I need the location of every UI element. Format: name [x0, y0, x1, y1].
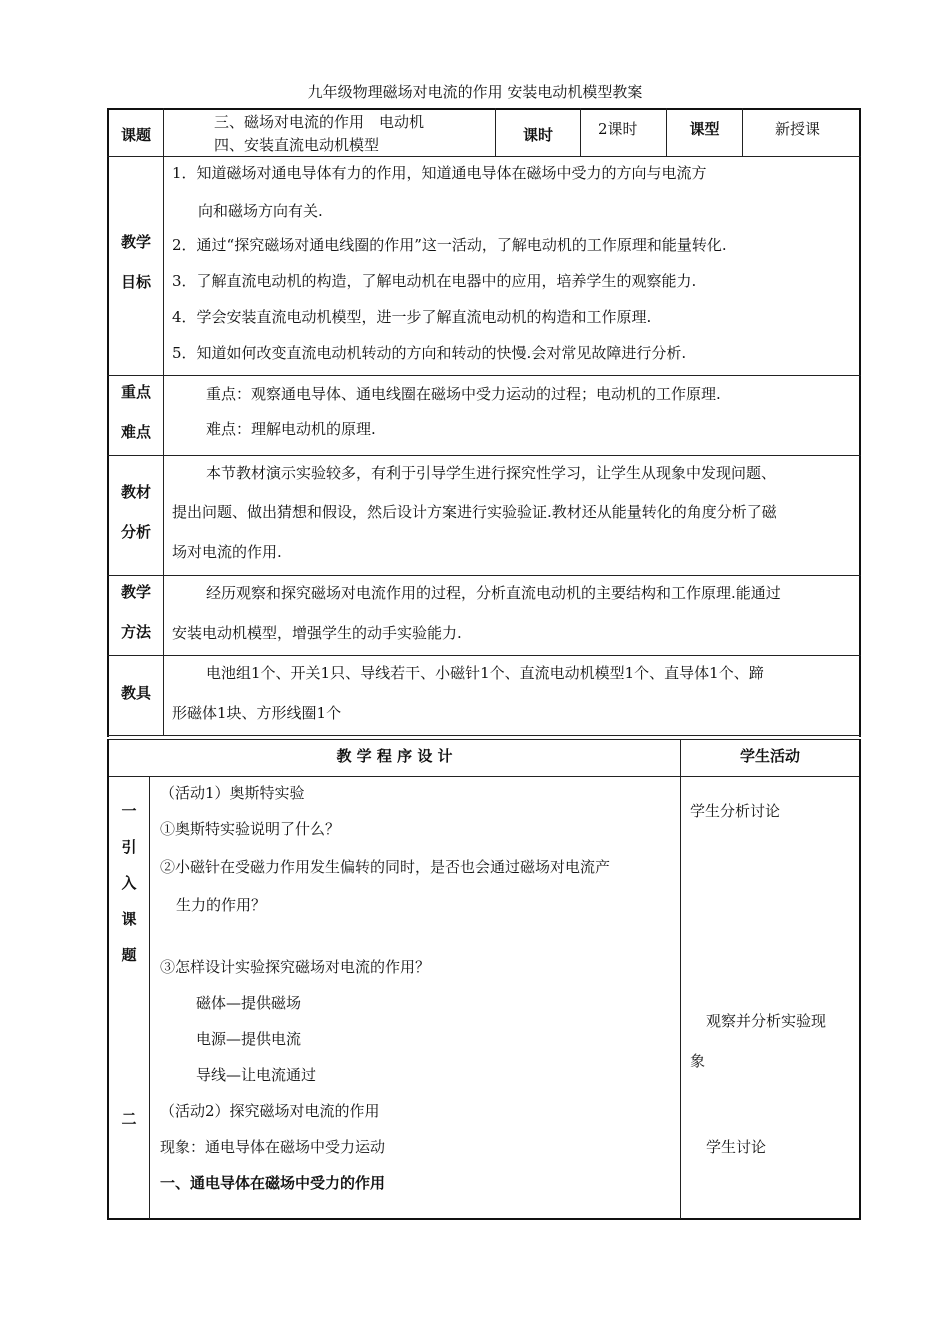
procedure-line-3: ②小磁针在受磁力作用发生偏转的同时，是否也会通过磁场对电流产	[160, 858, 611, 876]
procedure-line-6: 磁体—提供磁场	[196, 994, 302, 1012]
type-label: 课型	[689, 120, 720, 138]
row-divider-header	[107, 156, 861, 157]
type-value: 新授课	[775, 120, 821, 138]
label-column-divider	[163, 108, 164, 736]
material-label-1: 教材	[120, 483, 151, 501]
goal-item-1: 1．知道磁场对通电导体有力的作用，知道通电导体在磁场中受力的方向与电流方	[172, 164, 707, 182]
procedure-line-5: ③怎样设计实验探究磁场对电流的作用？	[160, 958, 431, 976]
keypoints-label-1: 重点	[120, 383, 151, 401]
section-one-char-4: 课	[121, 910, 137, 928]
procedure-line-11: 一、通电导体在磁场中受力的作用	[160, 1174, 386, 1192]
procedure-line-4: 生力的作用？	[176, 896, 267, 914]
row-divider-method	[107, 655, 861, 656]
topic-line-2: 四、安装直流电动机模型	[214, 136, 380, 154]
page-title: 九年级物理磁场对电流的作用 安装电动机模型教案	[307, 83, 643, 101]
procedure-line-2: ①奥斯特实验说明了什么？	[160, 820, 341, 838]
tools-label: 教具	[120, 684, 151, 702]
material-line-2: 提出问题、做出猜想和假设，然后设计方案进行实验验证.教材还从能量转化的角度分析了磁	[172, 503, 777, 521]
procedure-header-right: 学生活动	[739, 747, 800, 765]
hours-label: 课时	[522, 126, 553, 144]
keypoints-label-2: 难点	[120, 423, 151, 441]
header-divider-4	[742, 108, 743, 156]
method-label-1: 教学	[120, 583, 151, 601]
method-line-2: 安装电动机模型，增强学生的动手实验能力.	[172, 624, 462, 642]
procedure-line-7: 电源—提供电流	[196, 1030, 302, 1048]
tools-line-1: 电池组1个、开关1只、导线若干、小磁针1个、直流电动机模型1个、直导体1个、蹄	[206, 664, 764, 682]
keypoint-line-1: 重点：观察通电导体、通电线圈在磁场中受力运动的过程；电动机的工作原理.	[206, 385, 721, 403]
header-divider-2	[580, 108, 581, 156]
procedure-section-divider	[149, 776, 150, 1219]
procedure-bottom-border	[107, 1218, 861, 1220]
method-label-2: 方法	[120, 623, 151, 641]
material-line-3: 场对电流的作用.	[172, 543, 282, 561]
section-one-char-2: 引	[121, 838, 137, 856]
section-two-char: 二	[121, 1110, 137, 1128]
topic-line-1: 三、磁场对电流的作用 电动机	[214, 113, 425, 131]
goals-label-2: 目标	[120, 273, 151, 291]
procedure-top-border	[107, 739, 861, 740]
row-divider-material	[107, 575, 861, 576]
row-divider-keypoints	[107, 455, 861, 456]
section-one-char-3: 入	[121, 874, 137, 892]
table-top-border	[107, 108, 861, 110]
procedure-line-8: 导线—让电流通过	[196, 1066, 317, 1084]
section-one-char-1: 一	[121, 802, 137, 820]
material-line-1: 本节教材演示实验较多，有利于引导学生进行探究性学习，让学生从现象中发现问题、	[206, 464, 777, 482]
student-activity-1: 学生分析讨论	[690, 802, 781, 820]
procedure-right-border	[859, 739, 861, 1220]
procedure-header-left: 教 学 程 序 设 计	[336, 747, 453, 765]
method-line-1: 经历观察和探究磁场对电流作用的过程，分析直流电动机的主要结构和工作原理.能通过	[206, 584, 781, 602]
material-label-2: 分析	[120, 523, 151, 541]
goal-item-4: 4．学会安装直流电动机模型，进一步了解直流电动机的构造和工作原理.	[172, 308, 652, 326]
keypoint-line-2: 难点：理解电动机的原理.	[206, 420, 376, 438]
student-activity-3: 学生讨论	[706, 1138, 767, 1156]
goal-item-2: 2．通过“探究磁场对通电线圈的作用”这一活动，了解电动机的工作原理和能量转化.	[172, 236, 727, 254]
table-right-border	[859, 108, 861, 737]
procedure-activity-divider	[680, 739, 681, 1219]
hours-value: 2课时	[598, 120, 638, 138]
row-divider-tools	[107, 735, 861, 736]
procedure-line-10: 现象：通电导体在磁场中受力运动	[160, 1138, 386, 1156]
procedure-line-1: （活动1）奥斯特实验	[160, 784, 305, 802]
goal-item-5: 5．知道如何改变直流电动机转动的方向和转动的快慢.会对常见故障进行分析.	[172, 344, 687, 362]
student-activity-2-cont: 象	[690, 1052, 706, 1070]
procedure-header-divider	[107, 776, 861, 777]
tools-line-2: 形磁体1块、方形线圈1个	[172, 704, 342, 722]
goal-item-3: 3．了解直流电动机的构造，了解电动机在电器中的应用，培养学生的观察能力.	[172, 272, 697, 290]
goal-item-1-cont: 向和磁场方向有关.	[198, 202, 323, 220]
goals-label-1: 教学	[120, 233, 151, 251]
topic-label: 课题	[120, 126, 151, 144]
section-one-char-5: 题	[121, 946, 137, 964]
student-activity-2: 观察并分析实验现	[706, 1012, 827, 1030]
row-divider-goals	[107, 375, 861, 376]
procedure-line-9: （活动2）探究磁场对电流的作用	[160, 1102, 380, 1120]
